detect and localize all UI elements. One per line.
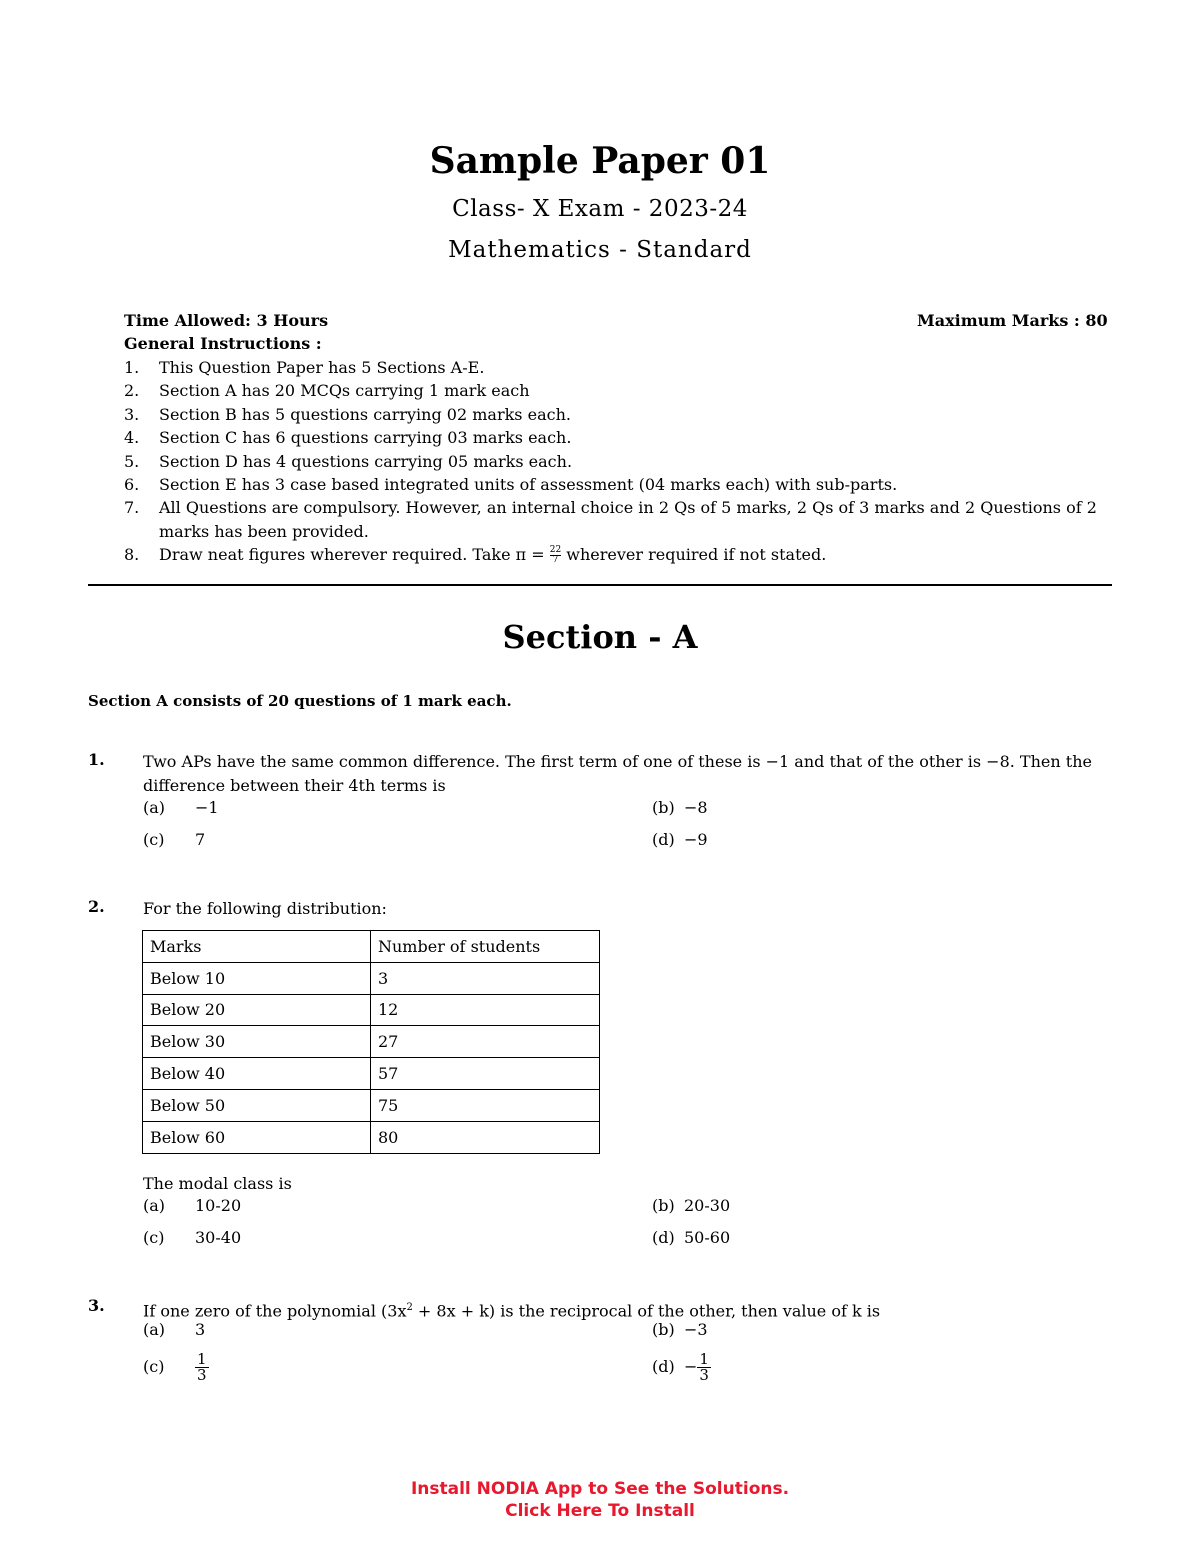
option-label: (d) [652,1357,675,1376]
exponent: 2 [406,1302,413,1313]
option-value: 20-30 [684,1196,731,1215]
option-b[interactable] [652,1196,730,1215]
option-label: (c) [143,830,165,849]
option-label: (d) [652,1228,675,1247]
question-text-before: If one zero of the polynomial (3x [143,1301,407,1321]
option-value: 50-60 [684,1228,731,1247]
instruction-number: 2. [124,381,140,401]
fraction-denominator: 3 [699,1366,709,1384]
instruction-text: Section B has 5 questions carrying 02 marks each. [159,404,571,424]
instruction-number: 5. [124,451,140,471]
table-cell: 3 [371,962,600,994]
instruction-item [124,426,1114,449]
question-number: 3. [88,1296,105,1315]
pi-numerator: 22 [549,545,562,556]
instruction-text: Section E has 3 case based integrated units of assessment (04 marks each) with sub-parts. [159,475,898,495]
instruction-text: Section A has 20 MCQs carrying 1 mark each [159,381,530,401]
option-value: −9 [684,830,708,849]
fraction [195,1352,209,1383]
pi-fraction [550,546,561,565]
section-title: Section - A [502,618,698,656]
question-text-after: + 8x + k) is the reciprocal of the other, then value of k is [412,1301,881,1321]
table-row [143,1026,600,1058]
instructions-heading: General Instructions : [124,334,322,353]
option-value: 10-20 [195,1196,242,1215]
question-3 [88,1296,1112,1396]
fraction-sign: − [684,1357,698,1376]
instruction-number: 4. [124,428,140,448]
option-a[interactable] [143,1320,205,1339]
instruction-item [124,450,1114,473]
maximum-marks: Maximum Marks : 80 [917,311,1108,330]
install-app-text: Install NODIA App to See the Solutions. [410,1479,790,1499]
question-number: 1. [88,750,105,769]
option-label: (a) [143,1196,166,1215]
section-description: Section A consists of 20 questions of 1 mark each. [88,692,512,710]
option-label: (a) [143,1320,166,1339]
time-allowed: Time Allowed: 3 Hours [124,311,329,330]
instruction-number: 1. [124,358,140,377]
option-c[interactable] [143,1352,209,1383]
table-cell: Below 50 [143,1089,371,1121]
table-cell: 27 [371,1026,600,1058]
question-2 [88,897,1112,927]
option-c[interactable] [143,1228,241,1247]
table-cell: Below 30 [143,1026,371,1058]
option-value: 3 [195,1320,206,1339]
option-value: −8 [684,798,708,817]
table-row [143,994,600,1026]
instruction-text-before: Draw neat figures wherever required. Take π = [159,545,545,565]
table-header: Number of students [371,931,600,963]
instruction-text: All Questions are compulsory. However, an internal choice in 2 Qs of 5 marks, 2 Qs of 3 marks and 2 Questions of 2 marks has been provided. [159,498,1097,541]
question-number: 2. [88,897,105,916]
option-label: (b) [652,798,675,817]
table-row [143,962,600,994]
option-d[interactable] [652,1352,711,1383]
distribution-table [142,930,600,1154]
table-row [143,1058,600,1090]
option-label: (a) [143,798,166,817]
table-header: Marks [143,931,371,963]
instruction-text-after: wherever required if not stated. [566,545,827,565]
fraction-numerator: 1 [699,1350,709,1368]
option-a[interactable] [143,1196,241,1215]
option-d[interactable] [652,1228,730,1247]
table-cell: 80 [371,1121,600,1153]
fraction [697,1352,711,1383]
option-label: (d) [652,830,675,849]
question-followup-text: The modal class is [143,1174,292,1193]
option-label: (c) [143,1228,165,1247]
subject-subtitle: Mathematics - Standard [448,237,752,263]
option-b[interactable] [652,1320,708,1339]
instruction-item [124,403,1114,426]
instruction-number: 7. [124,498,140,518]
question-text: Two APs have the same common difference. The first term of one of these is −1 and that of the other is −8. Then the difference between their 4th terms is [143,752,1092,795]
section-divider [88,584,1112,586]
option-value: 7 [195,830,206,849]
option-value: 30-40 [195,1228,242,1247]
click-here-install-link[interactable]: Click Here To Install [505,1501,695,1521]
instruction-number: 8. [124,545,140,565]
table-row [143,1121,600,1153]
page-title: Sample Paper 01 [429,140,771,182]
option-value: −3 [684,1320,708,1339]
question-text [143,1296,1112,1323]
option-c[interactable] [143,830,205,849]
option-d[interactable] [652,830,708,849]
table-row [143,1089,600,1121]
option-label: (c) [143,1357,165,1376]
class-exam-subtitle: Class- X Exam - 2023-24 [452,196,748,222]
table-cell: 12 [371,994,600,1026]
instruction-item [124,356,1114,379]
question-text: For the following distribution: [143,899,387,918]
instruction-number: 6. [124,475,140,495]
table-cell: Below 10 [143,962,371,994]
question-1 [88,750,1112,860]
instructions-list [124,356,1114,567]
instruction-text: Section D has 4 questions carrying 05 marks each. [159,451,573,471]
option-value: −1 [195,798,219,817]
option-a[interactable] [143,798,219,817]
option-label: (b) [652,1320,675,1339]
install-app-banner[interactable] [0,1478,1200,1522]
option-b[interactable] [652,798,708,817]
table-cell: Below 20 [143,994,371,1026]
table-cell: Below 60 [143,1121,371,1153]
fraction-denominator: 3 [197,1366,207,1384]
instruction-text: This Question Paper has 5 Sections A-E. [159,358,485,377]
instruction-item [124,379,1114,402]
instruction-text: Section C has 6 questions carrying 03 marks each. [159,428,572,448]
instruction-item [124,543,1114,566]
fraction-numerator: 1 [197,1350,207,1368]
table-cell: 75 [371,1089,600,1121]
pi-denominator: 7 [552,555,559,566]
instruction-item [124,473,1114,496]
question-2-options [88,1172,1112,1252]
table-cell: Below 40 [143,1058,371,1090]
instruction-item [124,496,1114,543]
instruction-number: 3. [124,404,140,424]
instruction-text [159,543,1114,566]
option-label: (b) [652,1196,675,1215]
table-header-row [143,931,600,963]
table-cell: 57 [371,1058,600,1090]
